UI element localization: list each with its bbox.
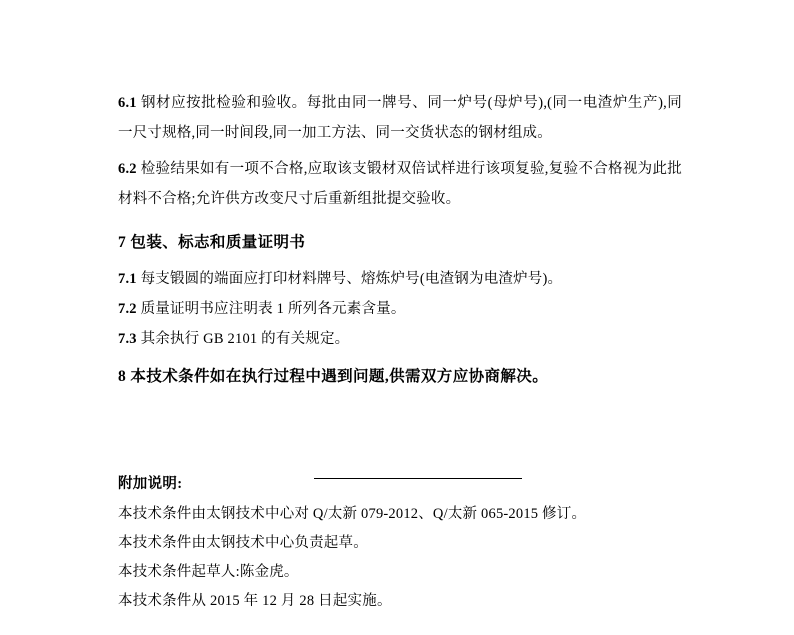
clause-6-1 bbox=[118, 88, 682, 148]
clause-7-2-text: 质量证明书应注明表 1 所列各元素含量。 bbox=[140, 301, 406, 317]
appendix-line-1: 本技术条件由太钢技术中心对 Q/太新 079-2012、Q/太新 065-2015 修订。 bbox=[118, 506, 587, 522]
clause-6-2 bbox=[118, 154, 682, 214]
appendix-line-2: 本技术条件由太钢技术中心负责起草。 bbox=[118, 535, 368, 551]
appendix-block bbox=[118, 470, 678, 616]
clause-7-1-number: 7.1 bbox=[118, 271, 137, 287]
chapter-heading-8: 8 本技术条件如在执行过程中遇到问题,供需双方应协商解决。 bbox=[118, 368, 549, 385]
clause-7-2 bbox=[118, 294, 682, 324]
appendix-line-4: 本技术条件从 2015 年 12 月 28 日起实施。 bbox=[118, 593, 392, 609]
appendix-line-3: 本技术条件起草人:陈金虎。 bbox=[118, 564, 299, 580]
clause-7-3-text: 其余执行 GB 2101 的有关规定。 bbox=[140, 331, 350, 347]
clause-7-3-number: 7.3 bbox=[118, 331, 137, 347]
clause-6-2-number: 6.2 bbox=[118, 161, 137, 177]
appendix-title: 附加说明: bbox=[118, 476, 183, 492]
clause-6-1-number: 6.1 bbox=[118, 95, 137, 111]
chapter-heading-7: 7 包装、标志和质量证明书 bbox=[118, 234, 306, 251]
clause-6-2-text: 检验结果如有一项不合格,应取该支锻材双倍试样进行该项复验,复验不合格视为此批材料不合格;允许供方改变尺寸后重新组批提交验收。 bbox=[118, 161, 682, 207]
horizontal-rule bbox=[314, 478, 522, 479]
clause-6-1-text: 钢材应按批检验和验收。每批由同一牌号、同一炉号(母炉号),(同一电渣炉生产),同一尺寸规格,同一时间段,同一加工方法、同一交货状态的钢材组成。 bbox=[118, 95, 682, 141]
clause-7-2-number: 7.2 bbox=[118, 301, 137, 317]
clause-7-1 bbox=[118, 264, 682, 294]
clause-7-3 bbox=[118, 324, 682, 354]
clause-7-1-text: 每支锻圆的端面应打印材料牌号、熔炼炉号(电渣钢为电渣炉号)。 bbox=[140, 271, 563, 287]
